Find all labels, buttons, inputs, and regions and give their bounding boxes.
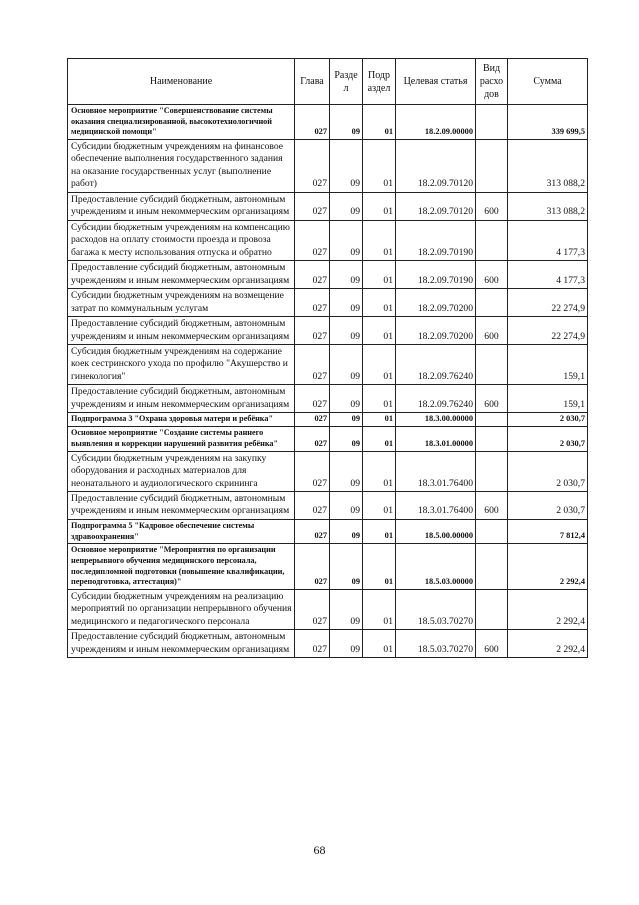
- cell-vid: [476, 105, 508, 140]
- cell-target: 18.2.09.70120: [396, 192, 476, 220]
- cell-glava: 027: [295, 289, 330, 317]
- table-row: [68, 544, 588, 590]
- cell-name: Предоставление субсидий бюджетным, автономным учреждениям и иным некоммерческим организациям: [68, 630, 295, 658]
- cell-target: 18.2.09.70200: [396, 289, 476, 317]
- cell-glava: 027: [295, 345, 330, 385]
- cell-sum: 159,1: [508, 385, 588, 413]
- header-vid: Вид расхо дов: [476, 59, 508, 105]
- cell-vid: 600: [476, 192, 508, 220]
- header-podrazdel: Подр аздел: [363, 59, 396, 105]
- cell-razdel: 09: [330, 544, 363, 590]
- cell-podrazdel: 01: [363, 385, 396, 413]
- cell-razdel: 09: [330, 451, 363, 491]
- cell-sum: 313 088,2: [508, 192, 588, 220]
- table-row: [68, 451, 588, 491]
- header-name: Наименование: [68, 59, 295, 105]
- cell-sum: 4 177,3: [508, 220, 588, 260]
- cell-vid: 600: [476, 630, 508, 658]
- cell-razdel: 09: [330, 192, 363, 220]
- cell-podrazdel: 01: [363, 589, 396, 629]
- cell-glava: 027: [295, 105, 330, 140]
- cell-sum: 2 030,7: [508, 413, 588, 427]
- cell-sum: 2 030,7: [508, 427, 588, 451]
- cell-podrazdel: 01: [363, 345, 396, 385]
- cell-podrazdel: 01: [363, 317, 396, 345]
- cell-razdel: 09: [330, 220, 363, 260]
- cell-glava: 027: [295, 491, 330, 519]
- table-row: [68, 413, 588, 427]
- cell-razdel: 09: [330, 519, 363, 543]
- cell-target: 18.2.09.70190: [396, 220, 476, 260]
- cell-target: 18.5.03.70270: [396, 589, 476, 629]
- cell-podrazdel: 01: [363, 289, 396, 317]
- cell-vid: [476, 289, 508, 317]
- cell-sum: 2 292,4: [508, 630, 588, 658]
- table-row: [68, 220, 588, 260]
- header-glava: Глава: [295, 59, 330, 105]
- table-row: [68, 105, 588, 140]
- table-body: [68, 105, 588, 658]
- cell-target: 18.2.09.70190: [396, 261, 476, 289]
- cell-razdel: 09: [330, 261, 363, 289]
- cell-vid: 600: [476, 317, 508, 345]
- cell-razdel: 09: [330, 630, 363, 658]
- cell-podrazdel: 01: [363, 220, 396, 260]
- cell-target: 18.2.09.70120: [396, 139, 476, 192]
- table-row: [68, 192, 588, 220]
- cell-name: Предоставление субсидий бюджетным, автономным учреждениям и иным некоммерческим организациям: [68, 385, 295, 413]
- cell-razdel: 09: [330, 317, 363, 345]
- page-number: 68: [313, 843, 326, 857]
- cell-vid: [476, 519, 508, 543]
- cell-glava: 027: [295, 413, 330, 427]
- cell-sum: 4 177,3: [508, 261, 588, 289]
- cell-podrazdel: 01: [363, 192, 396, 220]
- table-row: [68, 491, 588, 519]
- cell-vid: [476, 544, 508, 590]
- table-row: [68, 589, 588, 629]
- cell-vid: [476, 413, 508, 427]
- cell-target: 18.5.00.00000: [396, 519, 476, 543]
- cell-glava: 027: [295, 630, 330, 658]
- cell-sum: 159,1: [508, 345, 588, 385]
- table-row: [68, 385, 588, 413]
- cell-name: Основное мероприятие "Создание системы раннего выявления и коррекции нарушений развития ребёнка": [68, 427, 295, 451]
- cell-name: Субсидия бюджетным учреждениям на содержание коек сестринского ухода по профилю "Акушерство и гинекология": [68, 345, 295, 385]
- cell-razdel: 09: [330, 491, 363, 519]
- cell-vid: 600: [476, 385, 508, 413]
- cell-sum: 2 030,7: [508, 451, 588, 491]
- cell-target: 18.3.00.00000: [396, 413, 476, 427]
- cell-name: Субсидии бюджетным учреждениям на возмещение затрат по коммунальным услугам: [68, 289, 295, 317]
- cell-glava: 027: [295, 261, 330, 289]
- header-razdel: Разде л: [330, 59, 363, 105]
- cell-name: Субсидии бюджетным учреждениям на реализацию мероприятий по организации непрерывного обучения медицинского и педагогического персонала: [68, 589, 295, 629]
- cell-sum: 22 274,9: [508, 289, 588, 317]
- cell-sum: 7 812,4: [508, 519, 588, 543]
- cell-sum: 2 030,7: [508, 491, 588, 519]
- cell-vid: [476, 451, 508, 491]
- table-row: [68, 261, 588, 289]
- cell-vid: 600: [476, 491, 508, 519]
- table-header-row: [68, 59, 588, 105]
- cell-vid: [476, 427, 508, 451]
- cell-name: Предоставление субсидий бюджетным, автономным учреждениям и иным некоммерческим организациям: [68, 261, 295, 289]
- cell-razdel: 09: [330, 413, 363, 427]
- cell-target: 18.2.09.00000: [396, 105, 476, 140]
- header-sum: Сумма: [508, 59, 588, 105]
- cell-podrazdel: 01: [363, 544, 396, 590]
- cell-vid: [476, 589, 508, 629]
- table-row: [68, 345, 588, 385]
- table-row: [68, 317, 588, 345]
- cell-glava: 027: [295, 427, 330, 451]
- cell-vid: 600: [476, 261, 508, 289]
- cell-podrazdel: 01: [363, 105, 396, 140]
- cell-target: 18.3.01.76400: [396, 491, 476, 519]
- cell-name: Субсидии бюджетным учреждениям на закупку оборудования и расходных материалов для неонатального и аудиологического скрининга: [68, 451, 295, 491]
- cell-razdel: 09: [330, 105, 363, 140]
- cell-target: 18.5.03.00000: [396, 544, 476, 590]
- cell-vid: [476, 139, 508, 192]
- cell-sum: 313 088,2: [508, 139, 588, 192]
- cell-name: Субсидии бюджетным учреждениям на финансовое обеспечение выполнения государственного задания на оказание государственных услуг (выполнение работ): [68, 139, 295, 192]
- header-target: Целевая статья: [396, 59, 476, 105]
- table-row: [68, 139, 588, 192]
- table-row: [68, 289, 588, 317]
- cell-razdel: 09: [330, 345, 363, 385]
- cell-target: 18.3.01.76400: [396, 451, 476, 491]
- cell-target: 18.3.01.00000: [396, 427, 476, 451]
- cell-podrazdel: 01: [363, 491, 396, 519]
- cell-glava: 027: [295, 589, 330, 629]
- cell-podrazdel: 01: [363, 451, 396, 491]
- cell-podrazdel: 01: [363, 519, 396, 543]
- cell-target: 18.2.09.70200: [396, 317, 476, 345]
- cell-podrazdel: 01: [363, 427, 396, 451]
- budget-table: [67, 58, 588, 658]
- cell-name: Субсидии бюджетным учреждениям на компенсацию расходов на оплату стоимости проезда и провоза багажа к месту использования отпуска и обратно: [68, 220, 295, 260]
- cell-name: Предоставление субсидий бюджетным, автономным учреждениям и иным некоммерческим организациям: [68, 491, 295, 519]
- cell-glava: 027: [295, 139, 330, 192]
- table-row: [68, 630, 588, 658]
- cell-name: Подпрограмма 5 "Кадровое обеспечение системы здравоохранения": [68, 519, 295, 543]
- cell-target: 18.2.09.76240: [396, 345, 476, 385]
- cell-podrazdel: 01: [363, 139, 396, 192]
- cell-glava: 027: [295, 544, 330, 590]
- cell-vid: [476, 220, 508, 260]
- cell-podrazdel: 01: [363, 413, 396, 427]
- cell-sum: 22 274,9: [508, 317, 588, 345]
- cell-glava: 027: [295, 192, 330, 220]
- cell-razdel: 09: [330, 139, 363, 192]
- cell-name: Предоставление субсидий бюджетным, автономным учреждениям и иным некоммерческим организациям: [68, 192, 295, 220]
- cell-glava: 027: [295, 385, 330, 413]
- cell-glava: 027: [295, 451, 330, 491]
- table-row: [68, 427, 588, 451]
- cell-podrazdel: 01: [363, 630, 396, 658]
- cell-name: Основное мероприятие "Совершенствование системы оказания специализированной, высокотехнологичной медицинской помощи": [68, 105, 295, 140]
- cell-razdel: 09: [330, 427, 363, 451]
- cell-glava: 027: [295, 519, 330, 543]
- cell-target: 18.2.09.76240: [396, 385, 476, 413]
- cell-target: 18.5.03.70270: [396, 630, 476, 658]
- cell-name: Предоставление субсидий бюджетным, автономным учреждениям и иным некоммерческим организациям: [68, 317, 295, 345]
- cell-sum: 339 699,5: [508, 105, 588, 140]
- cell-sum: 2 292,4: [508, 589, 588, 629]
- cell-name: Основное мероприятие "Мероприятия по организации непрерывного обучения медицинского персонала, последипломной подготовки (повышение квалификации, переподготовка, аттестация)": [68, 544, 295, 590]
- cell-name: Подпрограмма 3 "Охрана здоровья матери и ребёнка": [68, 413, 295, 427]
- cell-razdel: 09: [330, 385, 363, 413]
- table-row: [68, 519, 588, 543]
- cell-razdel: 09: [330, 589, 363, 629]
- cell-podrazdel: 01: [363, 261, 396, 289]
- cell-vid: [476, 345, 508, 385]
- cell-razdel: 09: [330, 289, 363, 317]
- cell-glava: 027: [295, 317, 330, 345]
- cell-sum: 2 292,4: [508, 544, 588, 590]
- cell-glava: 027: [295, 220, 330, 260]
